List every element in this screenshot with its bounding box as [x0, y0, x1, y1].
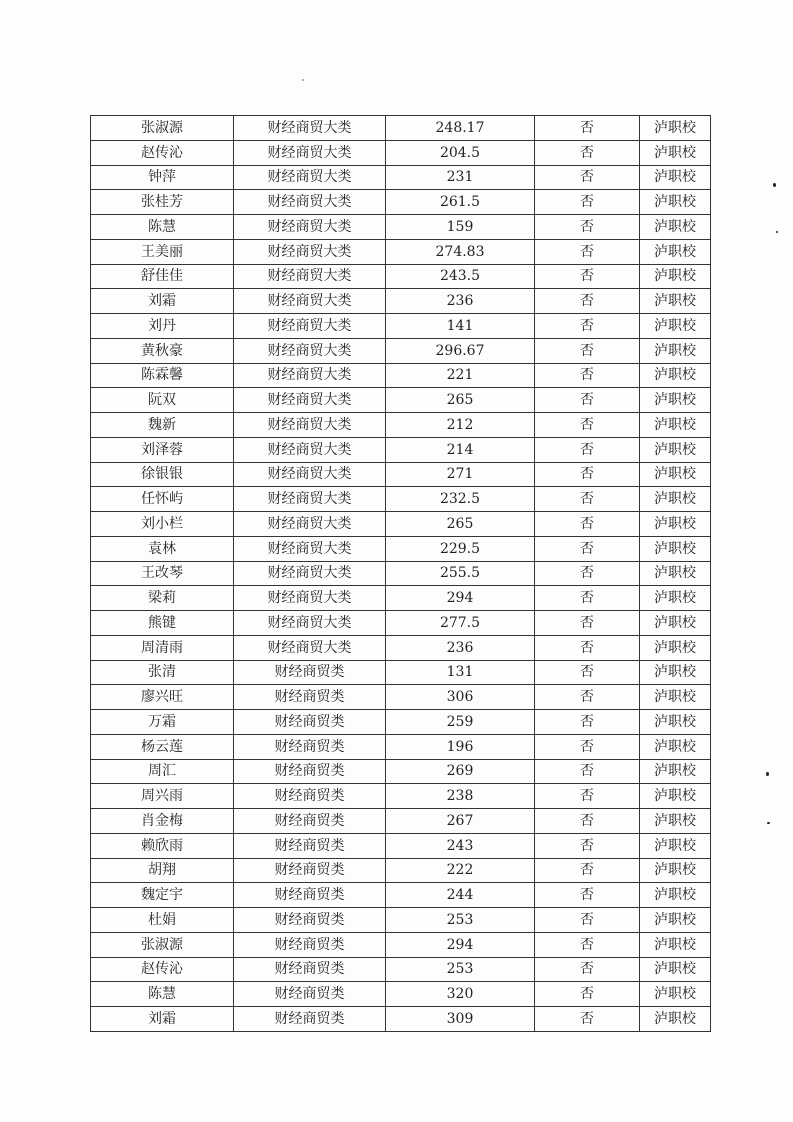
category-cell: 财经商贸类	[234, 660, 386, 685]
flag-cell: 否	[535, 908, 640, 933]
category-cell: 财经商贸大类	[234, 140, 386, 165]
score-cell: 243.5	[386, 264, 535, 289]
table-row	[91, 660, 711, 685]
flag-cell: 否	[535, 611, 640, 636]
school-cell: 泸职校	[640, 586, 711, 611]
school-cell: 泸职校	[640, 809, 711, 834]
name-cell: 王改琴	[91, 561, 234, 586]
score-table	[90, 115, 711, 1032]
table-row	[91, 413, 711, 438]
category-cell: 财经商贸大类	[234, 239, 386, 264]
score-cell: 265	[386, 388, 535, 413]
table-row	[91, 957, 711, 982]
category-cell: 财经商贸大类	[234, 462, 386, 487]
school-cell: 泸职校	[640, 784, 711, 809]
flag-cell: 否	[535, 165, 640, 190]
score-cell: 277.5	[386, 611, 535, 636]
scan-speck	[767, 822, 770, 824]
school-cell: 泸职校	[640, 264, 711, 289]
name-cell: 杨云莲	[91, 734, 234, 759]
school-cell: 泸职校	[640, 116, 711, 141]
score-cell: 238	[386, 784, 535, 809]
name-cell: 陈慧	[91, 982, 234, 1007]
name-cell: 钟萍	[91, 165, 234, 190]
category-cell: 财经商贸类	[234, 883, 386, 908]
score-cell: 309	[386, 1007, 535, 1032]
score-cell: 296.67	[386, 338, 535, 363]
name-cell: 徐银银	[91, 462, 234, 487]
school-cell: 泸职校	[640, 561, 711, 586]
category-cell: 财经商贸大类	[234, 635, 386, 660]
score-cell: 243	[386, 833, 535, 858]
scan-speck	[302, 79, 304, 81]
score-cell: 212	[386, 413, 535, 438]
score-cell: 221	[386, 363, 535, 388]
name-cell: 周汇	[91, 759, 234, 784]
school-cell: 泸职校	[640, 1007, 711, 1032]
flag-cell: 否	[535, 1007, 640, 1032]
category-cell: 财经商贸类	[234, 734, 386, 759]
flag-cell: 否	[535, 239, 640, 264]
category-cell: 财经商贸类	[234, 957, 386, 982]
school-cell: 泸职校	[640, 388, 711, 413]
name-cell: 舒佳佳	[91, 264, 234, 289]
score-cell: 269	[386, 759, 535, 784]
score-cell: 255.5	[386, 561, 535, 586]
table-row	[91, 561, 711, 586]
category-cell: 财经商贸大类	[234, 611, 386, 636]
flag-cell: 否	[535, 660, 640, 685]
school-cell: 泸职校	[640, 858, 711, 883]
school-cell: 泸职校	[640, 239, 711, 264]
table-row	[91, 759, 711, 784]
category-cell: 财经商贸大类	[234, 215, 386, 240]
category-cell: 财经商贸类	[234, 908, 386, 933]
school-cell: 泸职校	[640, 734, 711, 759]
table-row	[91, 710, 711, 735]
flag-cell: 否	[535, 759, 640, 784]
table-row	[91, 982, 711, 1007]
score-cell: 248.17	[386, 116, 535, 141]
flag-cell: 否	[535, 833, 640, 858]
table-row	[91, 611, 711, 636]
flag-cell: 否	[535, 710, 640, 735]
category-cell: 财经商贸类	[234, 833, 386, 858]
score-cell: 294	[386, 586, 535, 611]
score-cell: 236	[386, 635, 535, 660]
table-row	[91, 536, 711, 561]
table-row	[91, 932, 711, 957]
school-cell: 泸职校	[640, 314, 711, 339]
category-cell: 财经商贸大类	[234, 413, 386, 438]
flag-cell: 否	[535, 314, 640, 339]
name-cell: 袁林	[91, 536, 234, 561]
flag-cell: 否	[535, 413, 640, 438]
name-cell: 张淑源	[91, 116, 234, 141]
table-row	[91, 487, 711, 512]
name-cell: 赖欣雨	[91, 833, 234, 858]
school-cell: 泸职校	[640, 140, 711, 165]
score-cell: 236	[386, 289, 535, 314]
table-row	[91, 338, 711, 363]
flag-cell: 否	[535, 388, 640, 413]
table-row	[91, 809, 711, 834]
scan-speck	[776, 231, 778, 233]
name-cell: 廖兴旺	[91, 685, 234, 710]
table-row	[91, 116, 711, 141]
category-cell: 财经商贸大类	[234, 363, 386, 388]
table-row	[91, 289, 711, 314]
school-cell: 泸职校	[640, 982, 711, 1007]
name-cell: 黄秋豪	[91, 338, 234, 363]
table-row	[91, 140, 711, 165]
table-row	[91, 586, 711, 611]
name-cell: 陈霖馨	[91, 363, 234, 388]
scan-speck	[773, 183, 776, 187]
name-cell: 杜娟	[91, 908, 234, 933]
table-row	[91, 314, 711, 339]
table-row	[91, 215, 711, 240]
name-cell: 阮双	[91, 388, 234, 413]
score-cell: 159	[386, 215, 535, 240]
flag-cell: 否	[535, 561, 640, 586]
flag-cell: 否	[535, 536, 640, 561]
flag-cell: 否	[535, 586, 640, 611]
category-cell: 财经商贸类	[234, 982, 386, 1007]
flag-cell: 否	[535, 116, 640, 141]
name-cell: 张淑源	[91, 932, 234, 957]
flag-cell: 否	[535, 858, 640, 883]
category-cell: 财经商贸大类	[234, 512, 386, 537]
table-row	[91, 685, 711, 710]
category-cell: 财经商贸大类	[234, 264, 386, 289]
name-cell: 熊键	[91, 611, 234, 636]
name-cell: 陈慧	[91, 215, 234, 240]
flag-cell: 否	[535, 264, 640, 289]
scan-speck	[766, 772, 769, 776]
flag-cell: 否	[535, 289, 640, 314]
name-cell: 周清雨	[91, 635, 234, 660]
flag-cell: 否	[535, 215, 640, 240]
name-cell: 赵传沁	[91, 140, 234, 165]
name-cell: 梁莉	[91, 586, 234, 611]
table-row	[91, 1007, 711, 1032]
score-cell: 253	[386, 908, 535, 933]
flag-cell: 否	[535, 140, 640, 165]
name-cell: 赵传沁	[91, 957, 234, 982]
flag-cell: 否	[535, 363, 640, 388]
flag-cell: 否	[535, 734, 640, 759]
score-cell: 244	[386, 883, 535, 908]
category-cell: 财经商贸大类	[234, 314, 386, 339]
school-cell: 泸职校	[640, 462, 711, 487]
name-cell: 张桂芳	[91, 190, 234, 215]
score-cell: 214	[386, 437, 535, 462]
school-cell: 泸职校	[640, 908, 711, 933]
table-row	[91, 512, 711, 537]
category-cell: 财经商贸大类	[234, 536, 386, 561]
school-cell: 泸职校	[640, 932, 711, 957]
school-cell: 泸职校	[640, 759, 711, 784]
school-cell: 泸职校	[640, 165, 711, 190]
score-cell: 271	[386, 462, 535, 487]
school-cell: 泸职校	[640, 190, 711, 215]
table-row	[91, 190, 711, 215]
school-cell: 泸职校	[640, 611, 711, 636]
school-cell: 泸职校	[640, 413, 711, 438]
score-cell: 294	[386, 932, 535, 957]
score-cell: 141	[386, 314, 535, 339]
category-cell: 财经商贸大类	[234, 487, 386, 512]
name-cell: 刘小栏	[91, 512, 234, 537]
table-row	[91, 165, 711, 190]
school-cell: 泸职校	[640, 660, 711, 685]
name-cell: 刘泽蓉	[91, 437, 234, 462]
category-cell: 财经商贸类	[234, 858, 386, 883]
name-cell: 任怀屿	[91, 487, 234, 512]
category-cell: 财经商贸类	[234, 710, 386, 735]
school-cell: 泸职校	[640, 487, 711, 512]
category-cell: 财经商贸类	[234, 809, 386, 834]
category-cell: 财经商贸大类	[234, 116, 386, 141]
score-cell: 265	[386, 512, 535, 537]
score-cell: 261.5	[386, 190, 535, 215]
score-cell: 196	[386, 734, 535, 759]
category-cell: 财经商贸大类	[234, 586, 386, 611]
category-cell: 财经商贸大类	[234, 388, 386, 413]
score-table-body	[91, 116, 711, 1032]
score-cell: 204.5	[386, 140, 535, 165]
flag-cell: 否	[535, 190, 640, 215]
name-cell: 王美丽	[91, 239, 234, 264]
school-cell: 泸职校	[640, 710, 711, 735]
flag-cell: 否	[535, 957, 640, 982]
flag-cell: 否	[535, 462, 640, 487]
table-row	[91, 883, 711, 908]
table-row	[91, 734, 711, 759]
name-cell: 刘霜	[91, 289, 234, 314]
category-cell: 财经商贸大类	[234, 289, 386, 314]
score-cell: 229.5	[386, 536, 535, 561]
flag-cell: 否	[535, 932, 640, 957]
school-cell: 泸职校	[640, 883, 711, 908]
flag-cell: 否	[535, 635, 640, 660]
category-cell: 财经商贸类	[234, 685, 386, 710]
flag-cell: 否	[535, 883, 640, 908]
flag-cell: 否	[535, 338, 640, 363]
score-cell: 306	[386, 685, 535, 710]
name-cell: 刘霜	[91, 1007, 234, 1032]
table-row	[91, 388, 711, 413]
flag-cell: 否	[535, 809, 640, 834]
table-row	[91, 833, 711, 858]
table-row	[91, 784, 711, 809]
school-cell: 泸职校	[640, 338, 711, 363]
table-row	[91, 908, 711, 933]
name-cell: 刘丹	[91, 314, 234, 339]
name-cell: 胡翔	[91, 858, 234, 883]
table-row	[91, 462, 711, 487]
category-cell: 财经商贸大类	[234, 437, 386, 462]
school-cell: 泸职校	[640, 957, 711, 982]
category-cell: 财经商贸大类	[234, 561, 386, 586]
name-cell: 肖金梅	[91, 809, 234, 834]
flag-cell: 否	[535, 487, 640, 512]
flag-cell: 否	[535, 982, 640, 1007]
table-row	[91, 437, 711, 462]
table-row	[91, 635, 711, 660]
name-cell: 万霜	[91, 710, 234, 735]
category-cell: 财经商贸类	[234, 1007, 386, 1032]
category-cell: 财经商贸类	[234, 932, 386, 957]
flag-cell: 否	[535, 437, 640, 462]
score-cell: 320	[386, 982, 535, 1007]
score-cell: 267	[386, 809, 535, 834]
category-cell: 财经商贸大类	[234, 190, 386, 215]
score-cell: 274.83	[386, 239, 535, 264]
school-cell: 泸职校	[640, 512, 711, 537]
score-cell: 232.5	[386, 487, 535, 512]
category-cell: 财经商贸类	[234, 759, 386, 784]
table-row	[91, 363, 711, 388]
school-cell: 泸职校	[640, 215, 711, 240]
name-cell: 魏定宇	[91, 883, 234, 908]
flag-cell: 否	[535, 685, 640, 710]
school-cell: 泸职校	[640, 536, 711, 561]
category-cell: 财经商贸类	[234, 784, 386, 809]
school-cell: 泸职校	[640, 437, 711, 462]
table-row	[91, 264, 711, 289]
category-cell: 财经商贸大类	[234, 338, 386, 363]
name-cell: 魏新	[91, 413, 234, 438]
school-cell: 泸职校	[640, 635, 711, 660]
category-cell: 财经商贸大类	[234, 165, 386, 190]
name-cell: 周兴雨	[91, 784, 234, 809]
flag-cell: 否	[535, 784, 640, 809]
school-cell: 泸职校	[640, 363, 711, 388]
school-cell: 泸职校	[640, 833, 711, 858]
school-cell: 泸职校	[640, 289, 711, 314]
score-cell: 222	[386, 858, 535, 883]
score-cell: 231	[386, 165, 535, 190]
table-row	[91, 239, 711, 264]
school-cell: 泸职校	[640, 685, 711, 710]
score-cell: 253	[386, 957, 535, 982]
flag-cell: 否	[535, 512, 640, 537]
name-cell: 张清	[91, 660, 234, 685]
score-cell: 259	[386, 710, 535, 735]
score-cell: 131	[386, 660, 535, 685]
table-row	[91, 858, 711, 883]
